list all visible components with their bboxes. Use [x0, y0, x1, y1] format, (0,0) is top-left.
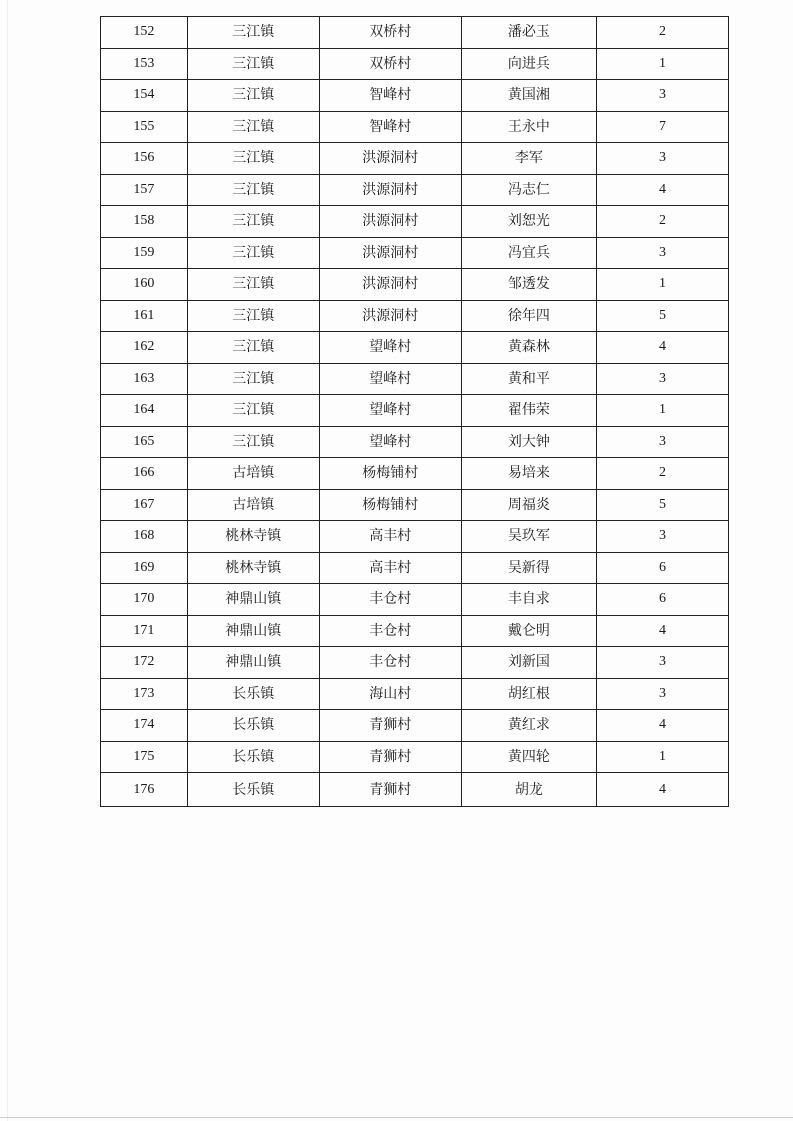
table-row	[101, 363, 729, 395]
village-cell: 丰仓村	[319, 647, 461, 679]
table-row	[101, 458, 729, 490]
town-cell: 三江镇	[187, 80, 319, 112]
count-cell: 6	[596, 584, 728, 616]
row-number-cell: 173	[101, 678, 188, 710]
town-cell: 三江镇	[187, 363, 319, 395]
row-number-cell: 157	[101, 174, 188, 206]
village-cell: 望峰村	[319, 426, 461, 458]
count-cell: 3	[596, 363, 728, 395]
row-number-cell: 155	[101, 111, 188, 143]
village-cell: 望峰村	[319, 395, 461, 427]
person-name-cell: 丰自求	[461, 584, 596, 616]
row-number-cell: 170	[101, 584, 188, 616]
person-name-cell: 刘大钟	[461, 426, 596, 458]
person-name-cell: 李军	[461, 143, 596, 175]
count-cell: 3	[596, 80, 728, 112]
person-name-cell: 冯志仁	[461, 174, 596, 206]
village-cell: 双桥村	[319, 48, 461, 80]
town-cell: 三江镇	[187, 174, 319, 206]
count-cell: 4	[596, 710, 728, 742]
count-cell: 2	[596, 17, 728, 49]
person-name-cell: 黄森林	[461, 332, 596, 364]
village-cell: 杨梅铺村	[319, 489, 461, 521]
row-number-cell: 174	[101, 710, 188, 742]
table-row	[101, 678, 729, 710]
table-row	[101, 111, 729, 143]
town-cell: 长乐镇	[187, 678, 319, 710]
person-name-cell: 易培来	[461, 458, 596, 490]
table-row	[101, 489, 729, 521]
village-cell: 望峰村	[319, 363, 461, 395]
table-row	[101, 48, 729, 80]
town-cell: 三江镇	[187, 237, 319, 269]
town-cell: 三江镇	[187, 48, 319, 80]
table-row	[101, 143, 729, 175]
row-number-cell: 162	[101, 332, 188, 364]
person-name-cell: 翟伟荣	[461, 395, 596, 427]
village-cell: 洪源洞村	[319, 206, 461, 238]
village-cell: 智峰村	[319, 111, 461, 143]
person-name-cell: 黄四轮	[461, 741, 596, 773]
table-row	[101, 773, 729, 807]
count-cell: 4	[596, 174, 728, 206]
town-cell: 长乐镇	[187, 741, 319, 773]
count-cell: 2	[596, 458, 728, 490]
row-number-cell: 158	[101, 206, 188, 238]
person-name-cell: 黄国湘	[461, 80, 596, 112]
table-row	[101, 80, 729, 112]
scan-edge-shadow	[7, 0, 8, 1121]
row-number-cell: 164	[101, 395, 188, 427]
town-cell: 长乐镇	[187, 710, 319, 742]
row-number-cell: 172	[101, 647, 188, 679]
town-cell: 桃林寺镇	[187, 552, 319, 584]
person-name-cell: 潘必玉	[461, 17, 596, 49]
village-cell: 智峰村	[319, 80, 461, 112]
row-number-cell: 161	[101, 300, 188, 332]
town-cell: 神鼎山镇	[187, 584, 319, 616]
count-cell: 3	[596, 237, 728, 269]
village-cell: 海山村	[319, 678, 461, 710]
person-name-cell: 徐年四	[461, 300, 596, 332]
table-row	[101, 426, 729, 458]
village-cell: 丰仓村	[319, 584, 461, 616]
table-body	[101, 17, 729, 807]
count-cell: 5	[596, 489, 728, 521]
village-cell: 青狮村	[319, 710, 461, 742]
town-cell: 长乐镇	[187, 773, 319, 807]
person-name-cell: 刘新国	[461, 647, 596, 679]
village-cell: 洪源洞村	[319, 237, 461, 269]
row-number-cell: 165	[101, 426, 188, 458]
village-cell: 望峰村	[319, 332, 461, 364]
village-cell: 洪源洞村	[319, 300, 461, 332]
row-number-cell: 160	[101, 269, 188, 301]
table-row	[101, 332, 729, 364]
table-row	[101, 521, 729, 553]
table-row	[101, 300, 729, 332]
village-cell: 洪源洞村	[319, 269, 461, 301]
count-cell: 1	[596, 48, 728, 80]
count-cell: 1	[596, 269, 728, 301]
village-cell: 丰仓村	[319, 615, 461, 647]
count-cell: 4	[596, 332, 728, 364]
row-number-cell: 163	[101, 363, 188, 395]
count-cell: 1	[596, 741, 728, 773]
table-row	[101, 584, 729, 616]
person-name-cell: 胡龙	[461, 773, 596, 807]
row-number-cell: 175	[101, 741, 188, 773]
village-cell: 青狮村	[319, 741, 461, 773]
count-cell: 3	[596, 143, 728, 175]
town-cell: 三江镇	[187, 17, 319, 49]
town-cell: 神鼎山镇	[187, 647, 319, 679]
table-row	[101, 269, 729, 301]
person-name-cell: 戴仑明	[461, 615, 596, 647]
village-cell: 洪源洞村	[319, 143, 461, 175]
count-cell: 4	[596, 615, 728, 647]
village-cell: 双桥村	[319, 17, 461, 49]
town-cell: 神鼎山镇	[187, 615, 319, 647]
town-cell: 三江镇	[187, 111, 319, 143]
row-number-cell: 159	[101, 237, 188, 269]
village-cell: 杨梅铺村	[319, 458, 461, 490]
table-row	[101, 710, 729, 742]
count-cell: 6	[596, 552, 728, 584]
town-cell: 三江镇	[187, 300, 319, 332]
count-cell: 2	[596, 206, 728, 238]
person-name-cell: 胡红根	[461, 678, 596, 710]
person-name-cell: 黄红求	[461, 710, 596, 742]
table-row	[101, 647, 729, 679]
town-cell: 桃林寺镇	[187, 521, 319, 553]
town-cell: 古培镇	[187, 489, 319, 521]
table-row	[101, 174, 729, 206]
person-name-cell: 吴新得	[461, 552, 596, 584]
table-row	[101, 237, 729, 269]
town-cell: 三江镇	[187, 206, 319, 238]
row-number-cell: 171	[101, 615, 188, 647]
count-cell: 3	[596, 678, 728, 710]
count-cell: 1	[596, 395, 728, 427]
table-row	[101, 17, 729, 49]
table-row	[101, 741, 729, 773]
household-table	[100, 16, 729, 807]
town-cell: 三江镇	[187, 395, 319, 427]
count-cell: 3	[596, 521, 728, 553]
person-name-cell: 黄和平	[461, 363, 596, 395]
person-name-cell: 吴玖军	[461, 521, 596, 553]
row-number-cell: 176	[101, 773, 188, 807]
person-name-cell: 冯宜兵	[461, 237, 596, 269]
row-number-cell: 154	[101, 80, 188, 112]
person-name-cell: 向进兵	[461, 48, 596, 80]
row-number-cell: 156	[101, 143, 188, 175]
village-cell: 青狮村	[319, 773, 461, 807]
count-cell: 3	[596, 426, 728, 458]
person-name-cell: 刘恕光	[461, 206, 596, 238]
table-row	[101, 615, 729, 647]
town-cell: 三江镇	[187, 143, 319, 175]
village-cell: 洪源洞村	[319, 174, 461, 206]
row-number-cell: 167	[101, 489, 188, 521]
count-cell: 3	[596, 647, 728, 679]
village-cell: 高丰村	[319, 552, 461, 584]
count-cell: 5	[596, 300, 728, 332]
table-row	[101, 395, 729, 427]
row-number-cell: 166	[101, 458, 188, 490]
town-cell: 古培镇	[187, 458, 319, 490]
person-name-cell: 周福炎	[461, 489, 596, 521]
row-number-cell: 169	[101, 552, 188, 584]
person-name-cell: 王永中	[461, 111, 596, 143]
row-number-cell: 168	[101, 521, 188, 553]
row-number-cell: 152	[101, 17, 188, 49]
count-cell: 4	[596, 773, 728, 807]
town-cell: 三江镇	[187, 332, 319, 364]
table-row	[101, 206, 729, 238]
town-cell: 三江镇	[187, 269, 319, 301]
page-bottom-edge	[0, 1117, 793, 1118]
row-number-cell: 153	[101, 48, 188, 80]
village-cell: 高丰村	[319, 521, 461, 553]
count-cell: 7	[596, 111, 728, 143]
table-row	[101, 552, 729, 584]
person-name-cell: 邹透发	[461, 269, 596, 301]
town-cell: 三江镇	[187, 426, 319, 458]
